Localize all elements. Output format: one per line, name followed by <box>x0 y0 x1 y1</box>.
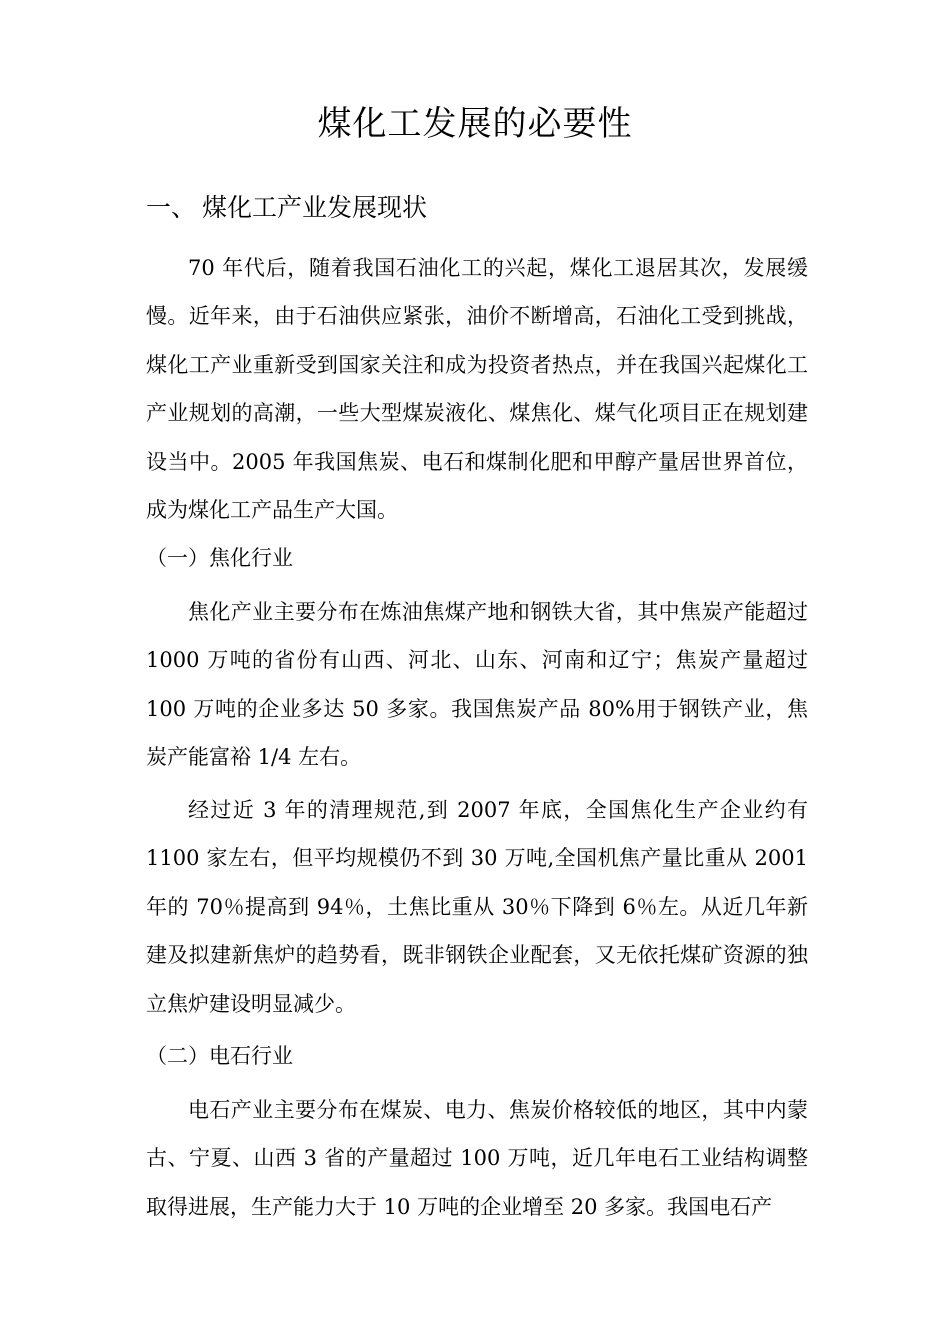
intro-paragraph: 70 年代后，随着我国石油化工的兴起，煤化工退居其次，发展缓慢。近年来，由于石油供应紧张，油价不断增高，石油化工受到挑战，煤化工产业重新受到国家关注和成为投资者热点，并在我国兴起煤化工产业规划的高潮，一些大型煤炭液化、煤焦化、煤气化项目正在规划建设当中。2005 年我国焦炭、电石和煤制化肥和甲醇产量居世界首位，成为煤化工产品生产大国。 <box>146 256 808 523</box>
subsection-heading-coking: （一）焦化行业 <box>146 546 293 570</box>
section-heading <box>146 186 427 230</box>
section-number: 一、 <box>146 193 197 222</box>
coking-paragraph-1: 焦化产业主要分布在炼油焦煤产地和钢铁大省，其中焦炭产能超过 1000 万吨的省份有山西、河北、山东、河南和辽宁；焦炭产量超过 100 万吨的企业多达 50 多家。我国焦炭产品 80%用于钢铁产业，焦炭产能富裕 1/4 左右。 <box>146 600 808 770</box>
coking-paragraph-2: 经过近 3 年的清理规范,到 2007 年底，全国焦化生产企业约有 1100 家左右，但平均规模仍不到 30 万吨,全国机焦产量比重从 2001 年的 70％提高到 94％，土焦比重从 30％下降到 6％左。从近几年新建及拟建新焦炉的趋势看，既非钢铁企业配套，又无依托煤矿资源的独立焦炉建设明显减少。 <box>146 798 808 1016</box>
document-title: 煤化工发展的必要性 <box>317 104 633 144</box>
calcium-carbide-paragraph-1: 电石产业主要分布在煤炭、电力、焦炭价格较低的地区，其中内蒙古、宁夏、山西 3 省的产量超过 100 万吨，近几年电石工业结构调整取得进展，生产能力大于 10 万吨的企业增至 20 多家。我国电石产 <box>146 1098 808 1219</box>
section-heading-text: 煤化工产业发展现状 <box>202 193 428 222</box>
subsection-heading-calcium-carbide: （二）电石行业 <box>146 1044 293 1068</box>
